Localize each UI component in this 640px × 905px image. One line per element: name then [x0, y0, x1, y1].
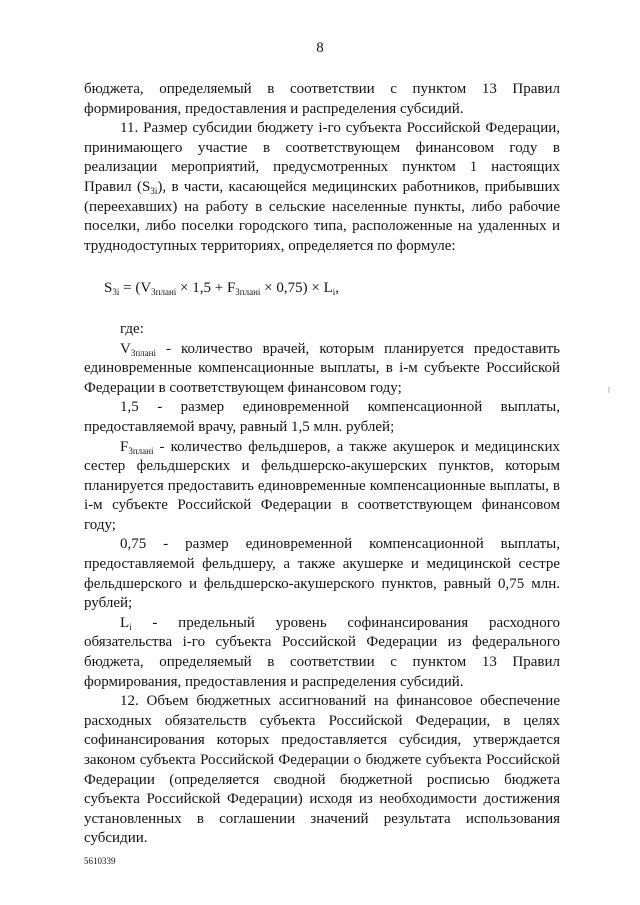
subscript: 3i [150, 185, 158, 196]
document-body [84, 80, 560, 849]
formula-part: , [335, 280, 340, 297]
page-number: 8 [316, 40, 324, 56]
formula-subscript: 3плані [235, 287, 261, 298]
definition-text: - предельный уровень софинансирования расходного обязательства i-го субъекта Российской Федерации из федерального бюджета, определяемый в соответствии с пунктом 13 Правил формирования, предоставления и распределения субсидий. [84, 614, 560, 690]
formula-symbol: S [104, 280, 113, 297]
paragraph-12: 12. Объем бюджетных ассигнований на финансовое обеспечение расходных обязательств субъекта Российской Федерации, в целях софинансирования которых предоставляется субсидия, утверждается законом субъекта Российской Федерации о бюджете субъекта Российской Федерации (определяется сводной бюджетной росписью бюджета субъекта Российской Федерации) исходя из необходимости достижения установленных в соглашении значений результата использования субсидии. [84, 693, 560, 847]
definition-l [84, 614, 560, 692]
document-code: 5610339 [84, 856, 116, 866]
paragraph-11 [84, 119, 560, 256]
definition-v [84, 340, 560, 399]
formula-part: × 0,75) × L [260, 280, 333, 297]
paragraph-11-text-a: 11. Размер субсидии бюджету i-го субъекта Российской Федерации, принимающего участие в соответствующем финансовом году в реализации мероприятий, предусмотренных пунктом 1 настоящих Правил (S [84, 120, 560, 195]
scan-artifact [608, 387, 610, 393]
paragraph-intro: бюджета, определяемый в соответствии с пунктом 13 Правил формирования, предоставления и распределения субсидий. [84, 81, 560, 117]
definition-variable: V [120, 340, 131, 357]
definition-subscript: 3плані [128, 445, 154, 456]
formula-part: × 1,5 + F [176, 280, 236, 297]
formula-subscript: 3плані [151, 287, 177, 298]
definition-f [84, 438, 560, 536]
definition-text: - количество фельдшеров, а также акушерок и медицинских сестер фельдшерских и фельдшерско-акушерских пунктов, которым планируется предоставить единовременные компенсационные выплаты, в i-м субъекте Российской Федерации в соответствующем финансовом году; [84, 438, 560, 533]
definition-subscript: i [129, 621, 132, 632]
definition-text: - количество врачей, которым планируется предоставить единовременные компенсационные выплаты, в i-м субъекте Российской Федерации в соответствующем финансовом году; [84, 340, 560, 396]
definition-variable: L [120, 614, 130, 631]
paragraph-11-text-b: ), в части, касающейся медицинских работников, прибывших (переехавших) на работу в сельские населенные пункты, либо рабочие поселки, либо поселки городского типа, расположенные на удаленных и труднодоступных территориях, определяется по формуле: [84, 178, 560, 254]
where-label: где: [120, 320, 144, 337]
definition-subscript: 3плані [130, 347, 156, 358]
formula-subscript: i [332, 287, 336, 298]
definition-1-5: 1,5 - размер единовременной компенсационной выплаты, предоставляемой врачу, равный 1,5 млн. рублей; [84, 399, 560, 435]
definition-variable: F [120, 438, 129, 455]
formula-part: = (V [119, 280, 152, 297]
formula [84, 279, 560, 299]
formula-subscript: 3i [112, 287, 120, 298]
definition-0-75: 0,75 - размер единовременной компенсационной выплаты, предоставляемой фельдшеру, а также акушерке и медицинской сестре фельдшерского и фельдшерско-акушерского пунктов, равный 0,75 млн. рублей; [84, 536, 560, 612]
